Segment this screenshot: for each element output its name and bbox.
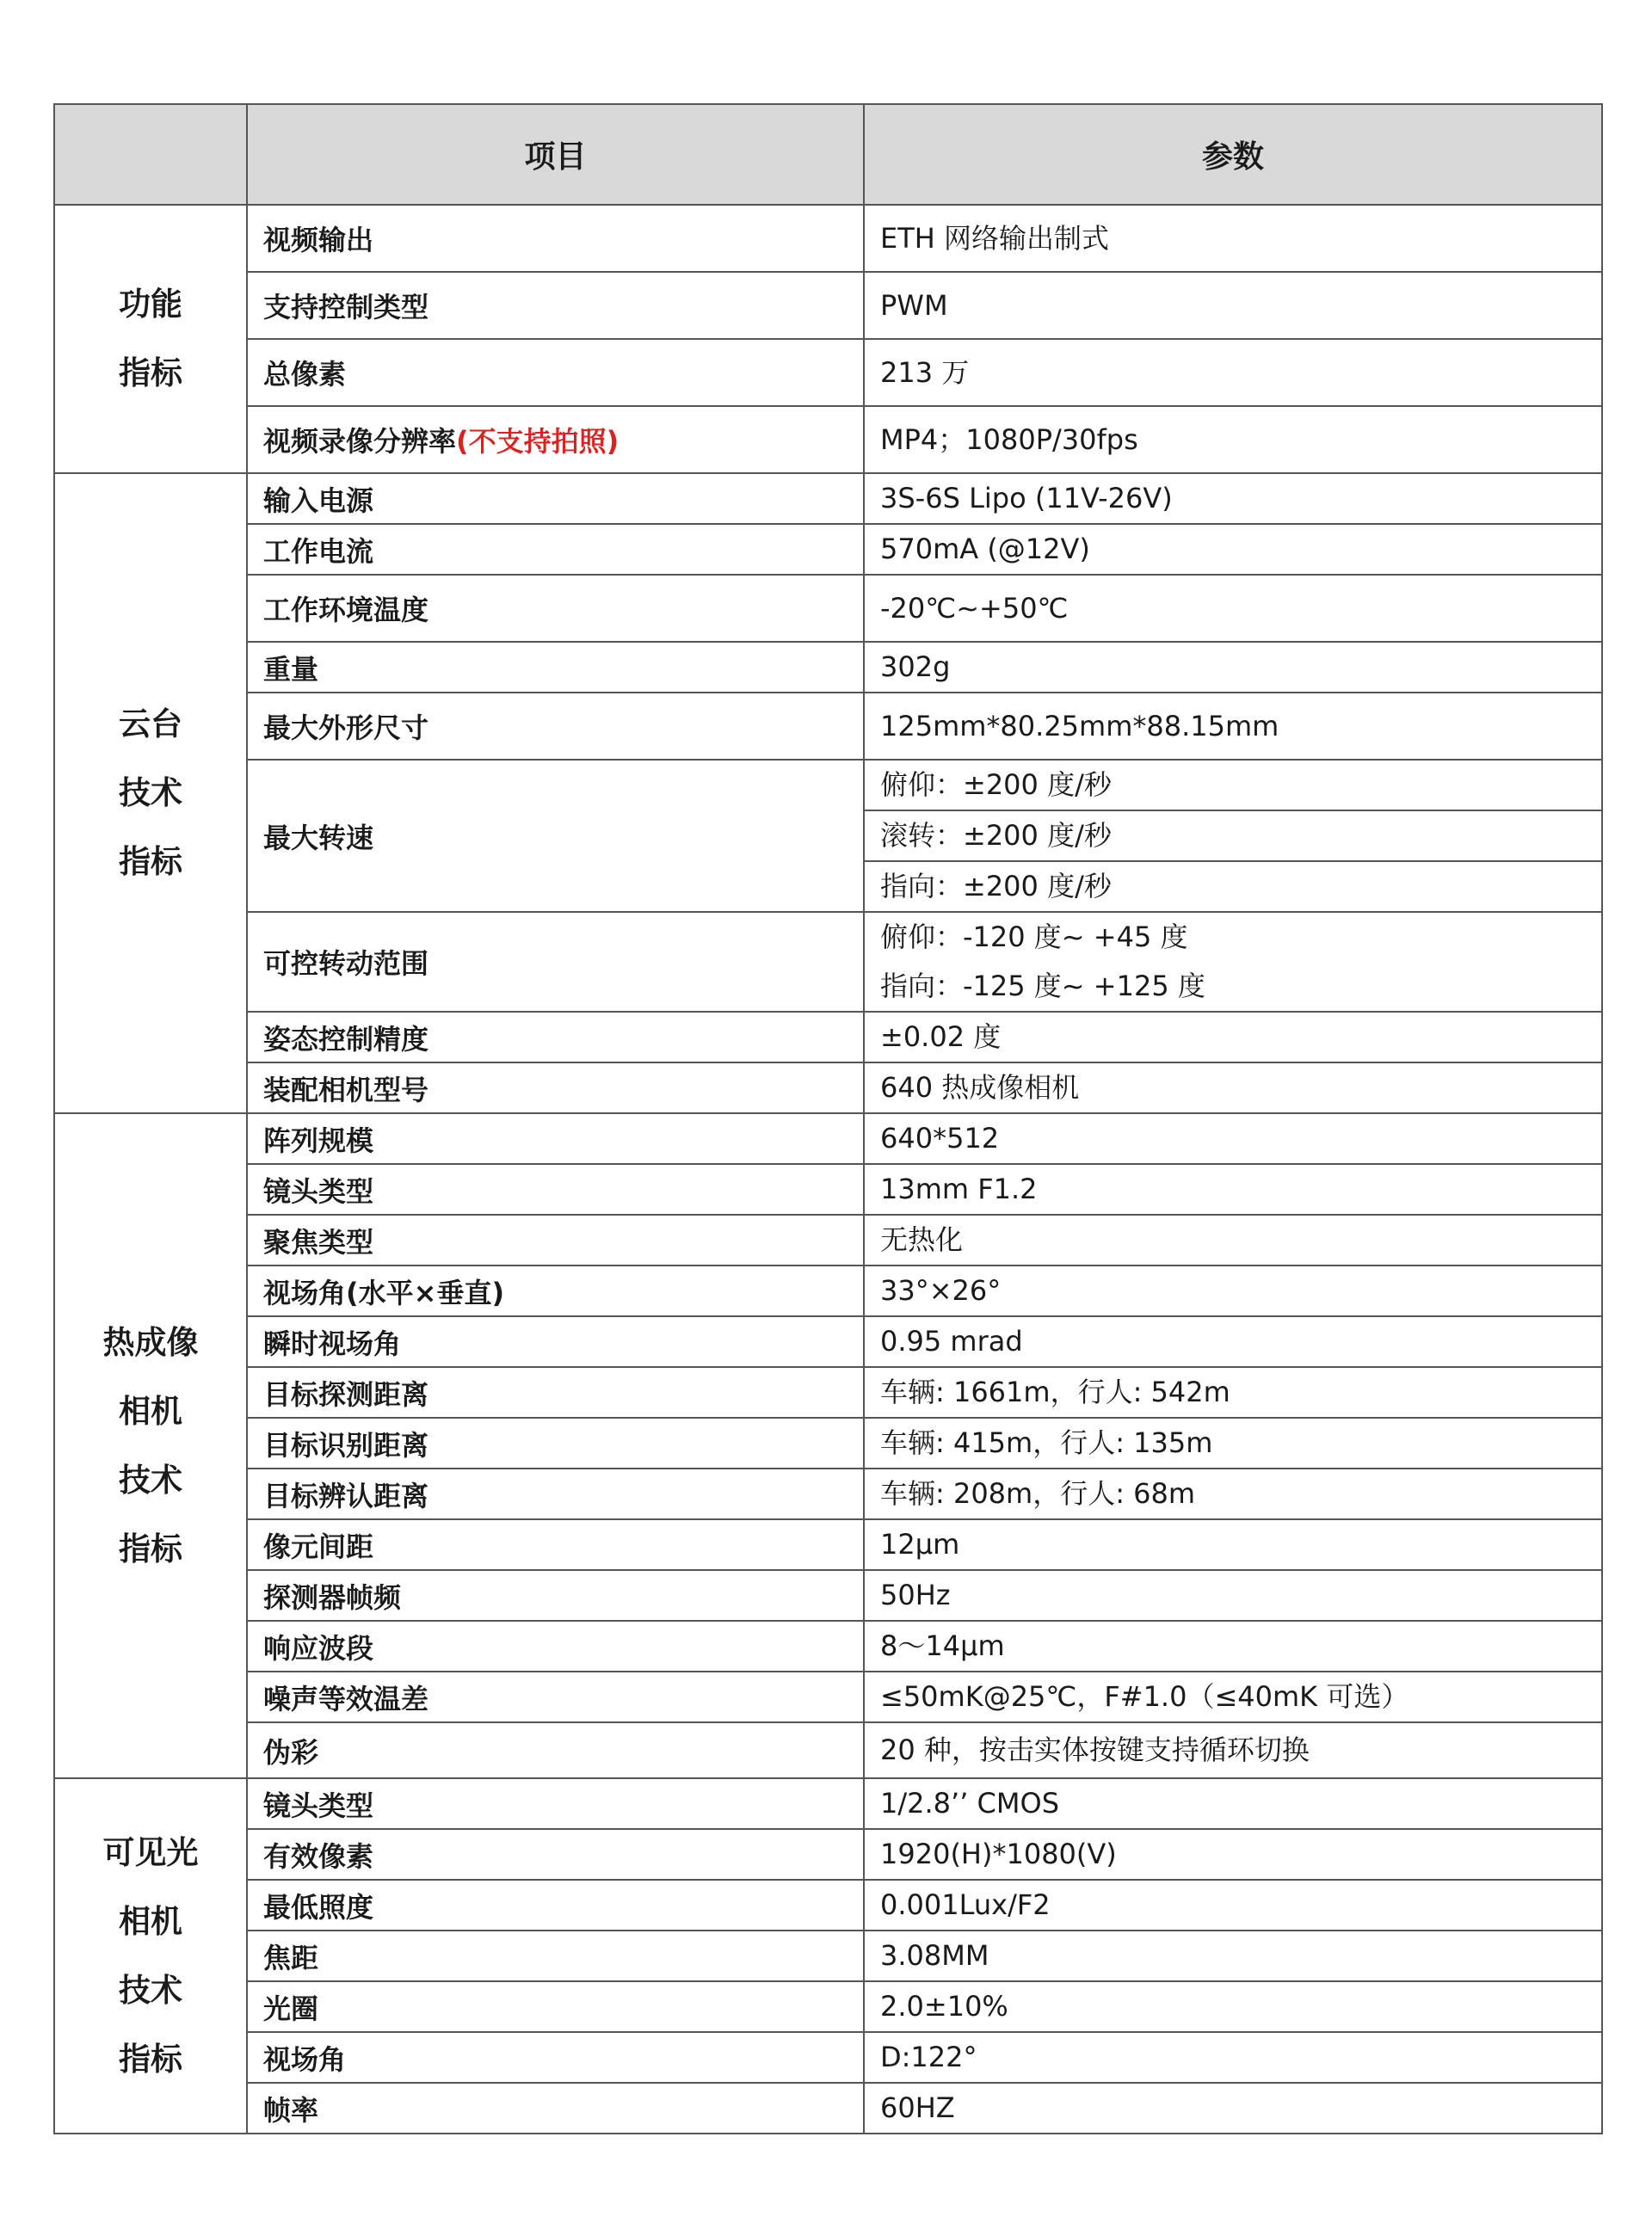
value-text: 车辆: 415m，行人: 135m — [880, 1426, 1213, 1459]
value-text: 3.08MM — [880, 1939, 989, 1972]
category-label-line: 技术 — [119, 774, 182, 811]
value-text: 0.95 mrad — [880, 1325, 1023, 1358]
item-cell — [247, 1316, 864, 1367]
value-cell — [864, 1367, 1602, 1418]
category-cell — [54, 473, 247, 1113]
item-label: 噪声等效温差 — [263, 1682, 429, 1715]
table-row — [54, 1829, 1602, 1880]
table-row — [54, 1722, 1602, 1778]
value-text: 302g — [880, 650, 951, 683]
item-label: 像元间距 — [263, 1530, 374, 1563]
item-label: 目标辨认距离 — [263, 1479, 429, 1512]
table-row — [54, 1778, 1602, 1829]
item-label: 视场角(水平×垂直) — [263, 1276, 505, 1309]
item-cell — [247, 1672, 864, 1722]
value-cell — [864, 2032, 1602, 2083]
table-row — [54, 1316, 1602, 1367]
value-cell — [864, 1164, 1602, 1215]
item-cell — [247, 1062, 864, 1113]
value-cell — [864, 1519, 1602, 1570]
table-row — [54, 912, 1602, 1012]
item-label: 可控转动范围 — [263, 947, 429, 980]
item-label: 有效像素 — [263, 1839, 374, 1873]
value-cell — [864, 1012, 1602, 1062]
item-label: 最大外形尺寸 — [263, 711, 429, 744]
value-text: D:122° — [880, 2041, 977, 2073]
table-row — [54, 1981, 1602, 2032]
header-item: 项目 — [247, 104, 864, 205]
value-cell — [864, 1418, 1602, 1469]
table-row — [54, 1672, 1602, 1722]
category-label-line: 相机 — [119, 1902, 182, 1940]
value-text: 俯仰：-120 度~ +45 度 — [880, 921, 1188, 953]
table-row — [54, 406, 1602, 473]
spec-table — [53, 103, 1603, 2134]
table-row — [54, 272, 1602, 339]
item-cell — [247, 1367, 864, 1418]
item-label: 视频输出 — [263, 224, 374, 256]
item-label: 工作电流 — [263, 534, 374, 568]
value-cell — [864, 2083, 1602, 2134]
item-label: 支持控制类型 — [263, 291, 429, 323]
value-text: 1/2.8’’ CMOS — [880, 1787, 1059, 1820]
item-cell — [247, 473, 864, 524]
value-text: 213 万 — [880, 355, 970, 389]
value-text: PWM — [880, 288, 948, 322]
value-text: 12μm — [880, 1528, 960, 1561]
table-row — [54, 642, 1602, 693]
value-cell — [864, 339, 1602, 406]
item-label: 视场角 — [263, 2042, 347, 2076]
category-label-line: 指标 — [119, 1530, 182, 1567]
item-label: 镜头类型 — [263, 1789, 374, 1822]
value-text: ≤50mK@25℃，F#1.0（≤40mK 可选） — [880, 1680, 1409, 1713]
item-cell — [247, 1621, 864, 1672]
table-row — [54, 1469, 1602, 1519]
table-row — [54, 1519, 1602, 1570]
item-label: 阵列规模 — [263, 1124, 374, 1157]
category-label-line: 功能 — [119, 286, 182, 323]
value-cell — [864, 1880, 1602, 1931]
table-row — [54, 1164, 1602, 1215]
item-cell — [247, 1981, 864, 2032]
table-row — [54, 1367, 1602, 1418]
table-row — [54, 2032, 1602, 2083]
value-cell — [864, 1981, 1602, 2032]
value-text: 无热化 — [880, 1223, 964, 1256]
value-cell — [864, 642, 1602, 693]
item-cell — [247, 2032, 864, 2083]
item-cell — [247, 1722, 864, 1778]
table-row — [54, 2083, 1602, 2134]
item-label: 姿态控制精度 — [263, 1022, 429, 1056]
value-text: 滚转：±200 度/秒 — [865, 810, 1601, 860]
value-text: 570mA (@12V) — [880, 533, 1090, 565]
table-row — [54, 1266, 1602, 1316]
category-label-line: 技术 — [119, 1461, 182, 1499]
table-header-row — [54, 104, 1602, 205]
value-text: 20 种，按击实体按键支持循环切换 — [880, 1734, 1310, 1766]
table-row — [54, 1062, 1602, 1113]
item-cell — [247, 1931, 864, 1981]
category-cell — [54, 1778, 247, 2134]
table-row — [54, 1418, 1602, 1469]
item-cell — [247, 1215, 864, 1266]
item-label: 帧率 — [263, 2093, 319, 2127]
value-cell — [864, 1570, 1602, 1621]
item-label: 光圈 — [263, 1992, 319, 2025]
item-label: 镜头类型 — [263, 1174, 374, 1208]
category-label-line: 指标 — [119, 354, 182, 391]
value-text: 车辆: 208m，行人: 68m — [880, 1477, 1196, 1510]
value-cell — [864, 1113, 1602, 1164]
value-cell — [864, 1722, 1602, 1778]
item-cell — [247, 1778, 864, 1829]
item-label: 工作环境温度 — [263, 594, 429, 626]
item-cell — [247, 1519, 864, 1570]
header-category — [54, 104, 247, 205]
category-label-line: 云台 — [119, 705, 182, 742]
item-cell — [247, 1418, 864, 1469]
value-cell — [864, 524, 1602, 575]
table-row — [54, 205, 1602, 272]
value-cell — [864, 1215, 1602, 1266]
item-cell — [247, 760, 864, 912]
category-label-line: 相机 — [119, 1392, 182, 1430]
item-cell — [247, 575, 864, 642]
item-label: 伪彩 — [263, 1735, 319, 1769]
header-param: 参数 — [864, 104, 1602, 205]
item-cell — [247, 912, 864, 1012]
value-text: 125mm*80.25mm*88.15mm — [880, 709, 1279, 742]
table-row — [54, 1215, 1602, 1266]
item-cell — [247, 1266, 864, 1316]
value-cell — [864, 912, 1602, 1012]
value-text: MP4；1080P/30fps — [880, 422, 1138, 456]
item-label: 输入电源 — [263, 483, 374, 517]
table-row — [54, 1621, 1602, 1672]
item-cell — [247, 339, 864, 406]
table-row — [54, 575, 1602, 642]
category-label-line: 技术 — [119, 1971, 182, 2009]
category-label-line: 热成像 — [102, 1323, 199, 1361]
value-cell — [864, 693, 1602, 760]
table-row — [54, 1931, 1602, 1981]
value-text: 13mm F1.2 — [880, 1173, 1038, 1205]
category-label-line: 指标 — [119, 843, 182, 880]
item-label: 目标识别距离 — [263, 1428, 429, 1462]
item-label: 探测器帧频 — [263, 1580, 402, 1614]
value-text: 俯仰：±200 度/秒 — [880, 768, 1112, 801]
table-row — [54, 1880, 1602, 1931]
value-text: 指向：-125 度~ +125 度 — [880, 970, 1205, 1002]
value-cell — [864, 1778, 1602, 1829]
table-row — [54, 524, 1602, 575]
value-cell — [864, 1316, 1602, 1367]
item-note: (不支持拍照) — [456, 425, 620, 458]
value-cell — [864, 1621, 1602, 1672]
value-text: 0.001Lux/F2 — [880, 1888, 1051, 1921]
value-cell — [864, 1469, 1602, 1519]
item-cell — [247, 1880, 864, 1931]
value-text: ETH 网络输出制式 — [880, 221, 1110, 255]
value-text: 3S-6S Lipo (11V-26V) — [880, 482, 1173, 514]
value-cell — [864, 1829, 1602, 1880]
value-cell — [864, 205, 1602, 272]
item-cell — [247, 1113, 864, 1164]
table-row — [54, 693, 1602, 760]
category-cell — [54, 1113, 247, 1778]
value-cell — [864, 1266, 1602, 1316]
item-cell — [247, 1164, 864, 1215]
value-text: ±0.02 度 — [880, 1020, 1002, 1053]
item-cell — [247, 642, 864, 693]
table-row — [54, 1113, 1602, 1164]
item-cell — [247, 524, 864, 575]
table-row — [54, 473, 1602, 524]
value-text: 指向：±200 度/秒 — [865, 860, 1601, 911]
item-label: 最大转速 — [263, 821, 374, 854]
value-text: -20℃~+50℃ — [880, 591, 1069, 625]
item-label: 视频录像分辨率 — [263, 425, 457, 458]
table-row — [54, 339, 1602, 406]
item-cell — [247, 1469, 864, 1519]
item-label: 总像素 — [263, 358, 347, 391]
item-label: 响应波段 — [263, 1631, 374, 1665]
item-label: 装配相机型号 — [263, 1073, 429, 1106]
item-cell — [247, 1829, 864, 1880]
value-cell — [864, 760, 1602, 912]
value-text: 1920(H)*1080(V) — [880, 1838, 1117, 1870]
item-label: 目标探测距离 — [263, 1377, 429, 1411]
item-cell — [247, 205, 864, 272]
value-text: 33°×26° — [880, 1274, 1002, 1307]
category-label-line: 可见光 — [102, 1833, 199, 1871]
item-label: 聚焦类型 — [263, 1225, 374, 1259]
value-cell — [864, 406, 1602, 473]
value-text: 车辆: 1661m，行人: 542m — [880, 1376, 1230, 1408]
value-cell — [864, 473, 1602, 524]
category-label-line: 指标 — [119, 2040, 182, 2078]
item-cell — [247, 1012, 864, 1062]
table-row — [54, 1570, 1602, 1621]
value-text: 50Hz — [880, 1579, 951, 1611]
item-label: 瞬时视场角 — [263, 1327, 402, 1360]
value-text: 640*512 — [880, 1122, 1000, 1155]
item-label: 最低照度 — [263, 1890, 374, 1924]
value-text: 640 热成像相机 — [880, 1071, 1080, 1104]
value-cell — [864, 575, 1602, 642]
value-text: 8～14μm — [880, 1629, 1005, 1662]
value-cell — [864, 1672, 1602, 1722]
value-cell — [864, 1062, 1602, 1113]
item-label: 重量 — [263, 652, 319, 686]
value-cell — [864, 1931, 1602, 1981]
item-label: 焦距 — [263, 1941, 319, 1974]
item-cell — [247, 1570, 864, 1621]
table-row — [54, 760, 1602, 912]
table-row — [54, 1012, 1602, 1062]
category-cell — [54, 205, 247, 473]
value-text: 60HZ — [880, 2091, 955, 2124]
item-cell — [247, 272, 864, 339]
item-cell — [247, 406, 864, 473]
item-cell — [247, 2083, 864, 2134]
item-cell — [247, 693, 864, 760]
value-text: 2.0±10% — [880, 1990, 1008, 2023]
value-cell — [864, 272, 1602, 339]
